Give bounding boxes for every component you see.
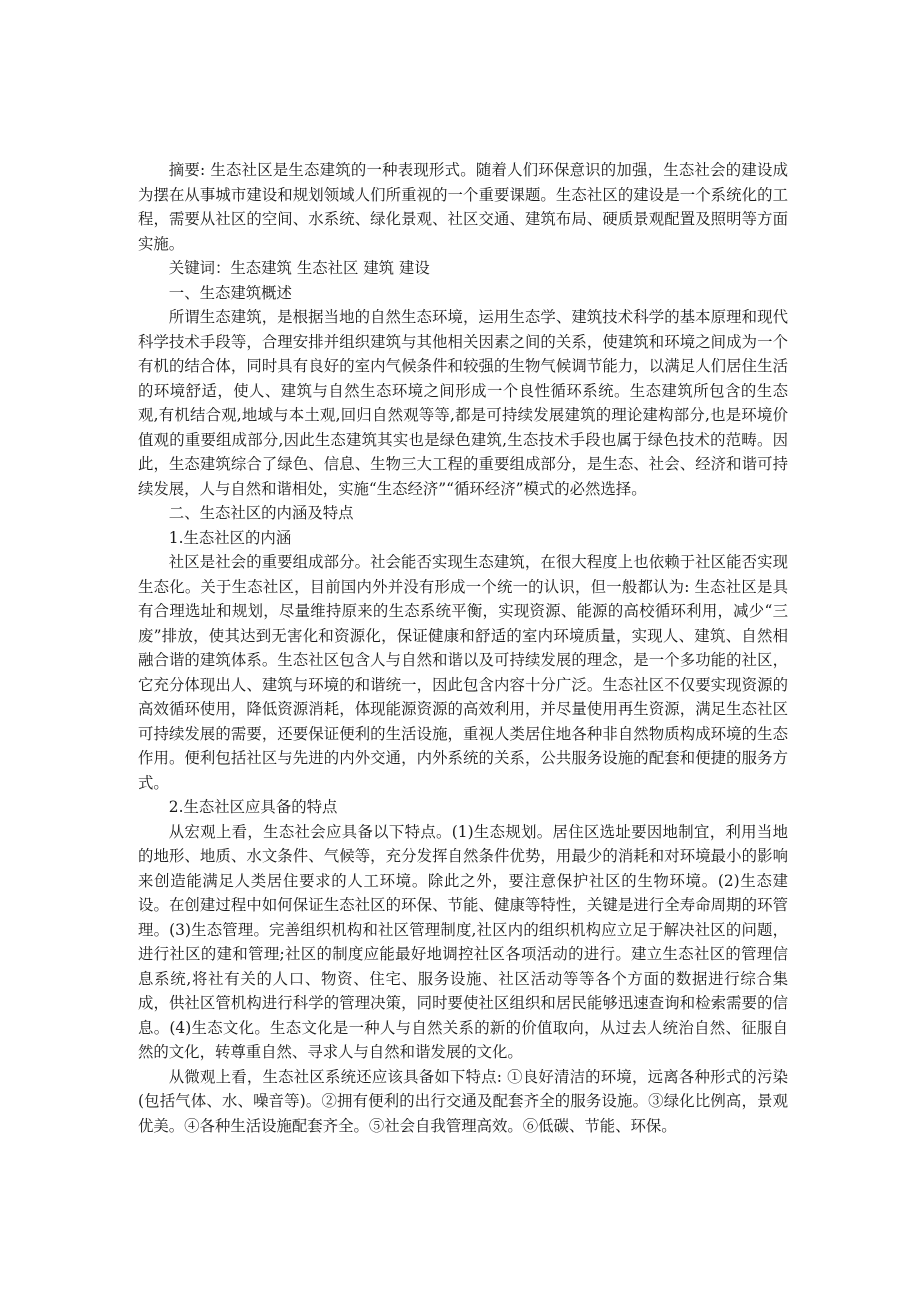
body-paragraph-4: 从微观上看，生态社区系统还应该具备如下特点: ①良好清洁的环境，远离各种形式的污染(包括气体、水、噪音等)。②拥有便利的出行交通及配套齐全的服务设施。③绿化比例高，景观优美。④各种生活设施配套齐全。⑤社会自我管理高效。⑥低碳、节能、环保。 <box>138 1067 788 1135</box>
keywords-line: 关键词：生态建筑 生态社区 建筑 建设 <box>168 259 430 277</box>
subsection-heading-2: 2.生态社区应具备的特点 <box>168 798 338 816</box>
section-heading-2: 二、生态社区的内涵及特点 <box>168 504 354 522</box>
subsection-heading-1: 1.生态社区的内涵 <box>168 528 292 547</box>
body-paragraph-2: 社区是社会的重要组成部分。社会能否实现生态建筑，在很大程度上也依赖于社区能否实现生态化。关于生态社区，目前国内外并没有形成一个统一的认识，但一般都认为: 生态社区是具有合理选址和规划，尽量维持原来的生态系统平衡，实现资源、能源的高校循环利用，减少“三废”排放，使其达到无害化和资源化，保证健康和舒适的室内环境质量，实现人、建筑、自然相融合谐的建筑体系。生态社区包含人与自然和谐以及可持续发展的理念，是一个多功能的社区，它充分体现出人、建筑与环境的和谐统一，因此包含内容十分广泛。生态社区不仅要实现资源的高效循环使用，降低资源消耗，体现能源资源的高效利用，并尽量使用再生资源，满足生态社区可持续发展的需要，还要保证便利的生活设施，重视人类居住地各种非自然物质构成环境的生态作用。便利包括社区与先进的内外交通，内外系统的关系，公共服务设施的配套和便捷的服务方式。 <box>138 553 788 792</box>
body-paragraph-1: 所谓生态建筑，是根据当地的自然生态环境，运用生态学、建筑技术科学的基本原理和现代科学技术手段等，合理安排并组织建筑与其他相关因素之间的关系，使建筑和环境之间成为一个有机的结合体，同时具有良好的室内气候条件和较强的生物气候调节能力，以满足人们居住生活的环境舒适，使人、建筑与自然生态环境之间形成一个良性循环系统。生态建筑所包含的生态观,有机结合观,地域与本土观,回归自然观等等,都是可持续发展建筑的理论建构部分,也是环境价值观的重要组成部分,因此生态建筑其实也是绿色建筑,生态技术手段也属于绿色技术的范畴。因此，生态建筑综合了绿色、信息、生物三大工程的重要组成部分，是生态、社会、经济和谐可持续发展，人与自然和谐相处，实施“生态经济”“循环经济”模式的必然选择。 <box>138 308 788 498</box>
section-heading-1: 一、生态建筑概述 <box>168 283 292 302</box>
document-body <box>138 158 788 1138</box>
body-paragraph-3: 从宏观上看，生态社会应具备以下特点。(1)生态规划。居住区选址要因地制宜，利用当地的地形、地质、水文条件、气候等，充分发挥自然条件优势，用最少的消耗和对环境最小的影响来创造能满足人类居住要求的人工环境。除此之外，要注意保护社区的生物环境。(2)生态建设。在创建过程中如何保证生态社区的环保、节能、健康等特性，关键是进行全寿命周期的环管理。(3)生态管理。完善组织机构和社区管理制度,社区内的组织机构应立足于解决社区的问题，进行社区的建和管理;社区的制度应能最好地调控社区各项活动的进行。建立生态社区的管理信息系统,将社有关的人口、物资、住宅、服务设施、社区活动等等各个方面的数据进行综合集成，供社区管机构进行科学的管理决策，同时要使社区组织和居民能够迅速查询和检索需要的信息。(4)生态文化。生态文化是一种人与自然关系的新的价值取向，从过去人统治自然、征服自然的文化，转尊重自然、寻求人与自然和谐发展的文化。 <box>138 822 788 1061</box>
abstract-paragraph: 摘要: 生态社区是生态建筑的一种表现形式。随着人们环保意识的加强，生态社会的建设成为摆在从事城市建设和规划领域人们所重视的一个重要课题。生态社区的建设是一个系统化的工程，需要从社区的空间、水系统、绿化景观、社区交通、建筑布局、硬质景观配置及照明等方面实施。 <box>138 161 788 253</box>
